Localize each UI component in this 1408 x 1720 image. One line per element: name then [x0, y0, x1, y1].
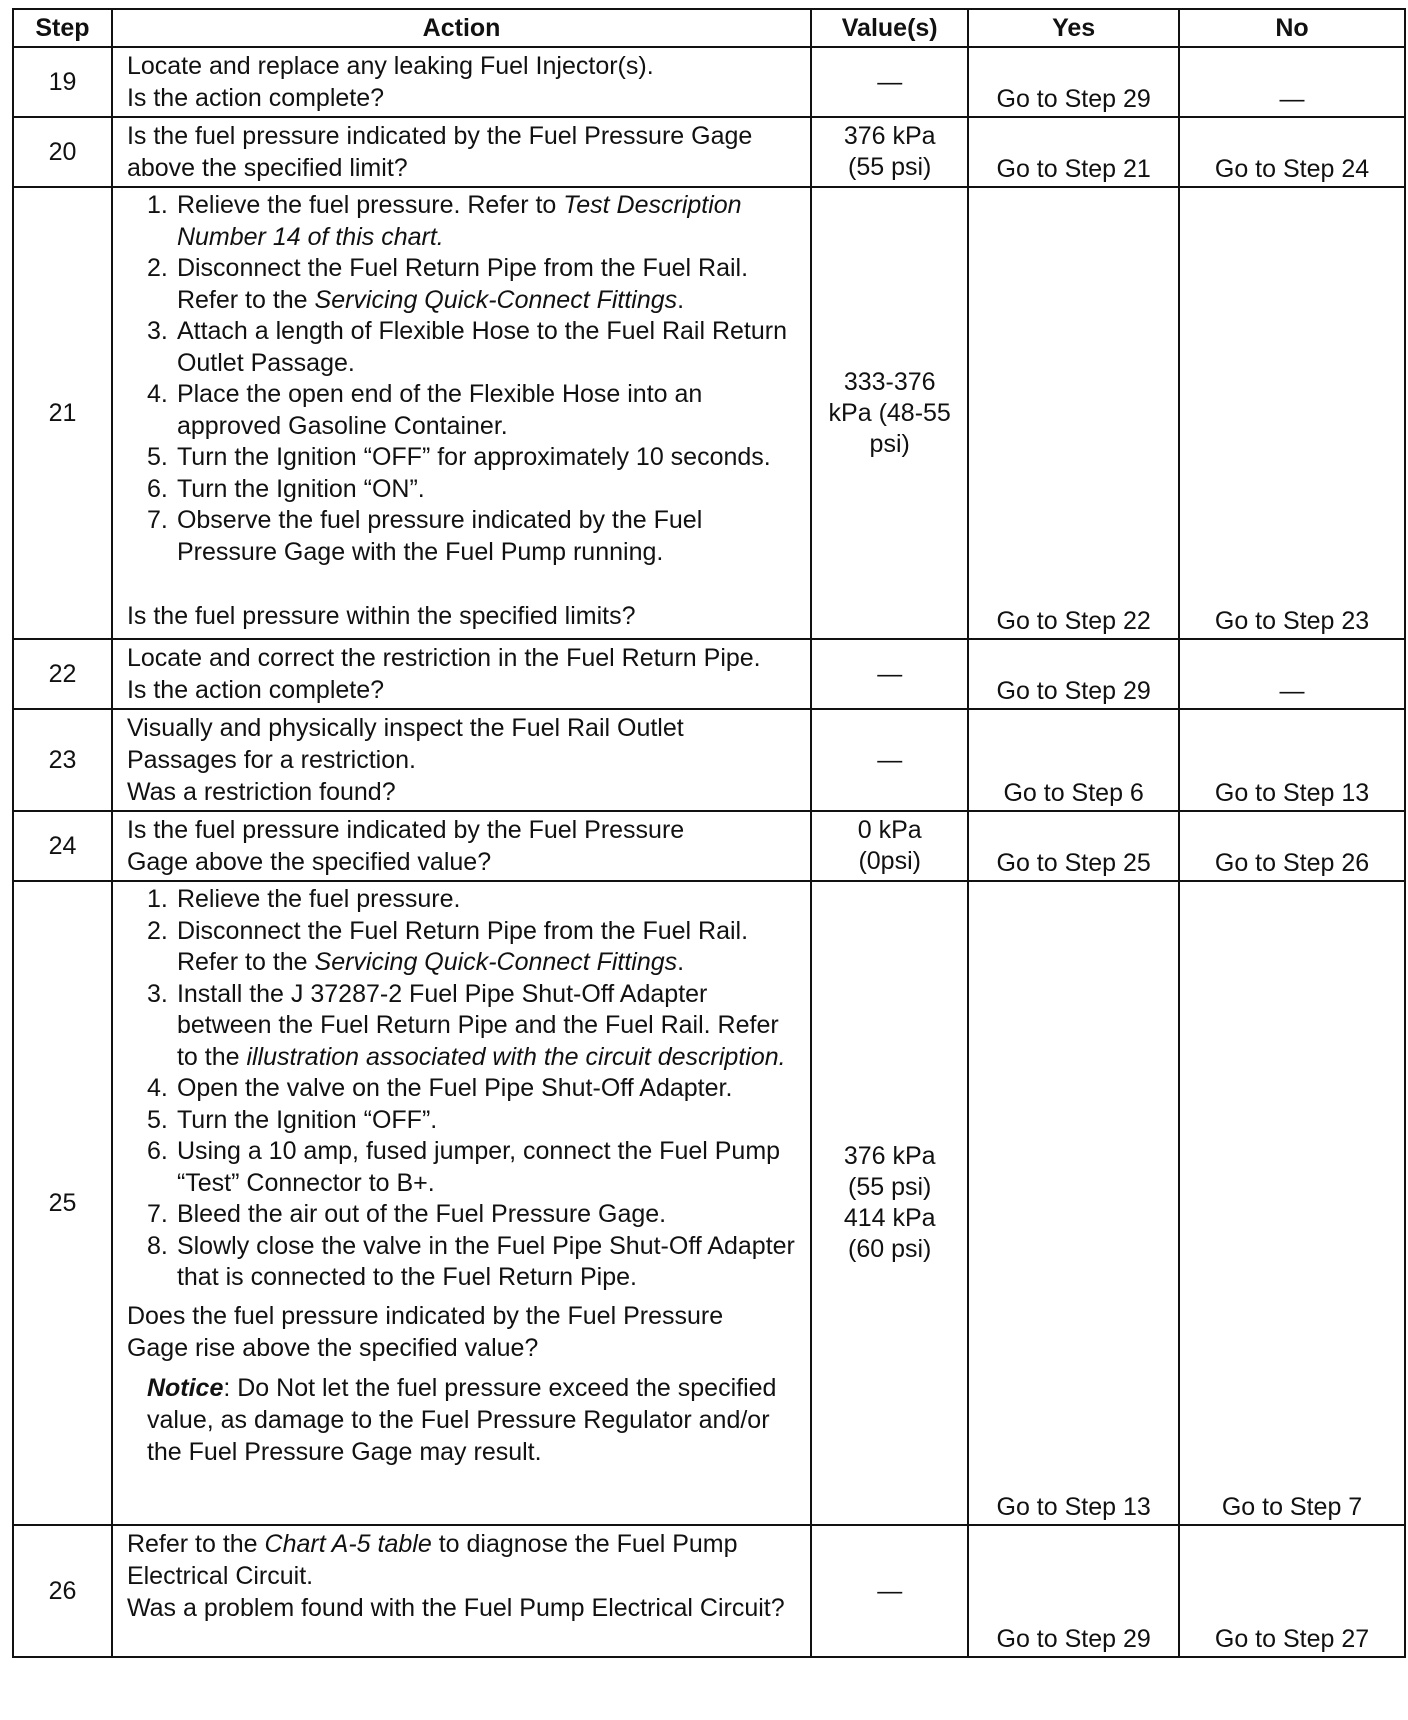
procedure-item: 5. Turn the Ignition “OFF”.: [146, 1105, 438, 1134]
yes-cell: Go to Step 21: [968, 117, 1179, 187]
value-line: kPa (48-55: [828, 398, 951, 427]
action-text: Refer to the Chart A-5 table to diagnose the Fuel Pump Electrical Circuit.: [126, 1530, 738, 1590]
step-number: 21: [13, 187, 112, 639]
table-row: [13, 1525, 1405, 1657]
value-cell: [811, 187, 968, 639]
yes-cell: Go to Step 25: [968, 811, 1179, 881]
yes-cell: Go to Step 29: [968, 1525, 1179, 1657]
action-cell: [112, 187, 811, 639]
yes-cell: Go to Step 6: [968, 709, 1179, 811]
value-line: 376 kPa: [843, 1142, 936, 1170]
no-cell: Go to Step 26: [1179, 811, 1405, 881]
header-yes: Yes: [968, 9, 1179, 47]
value-cell: —: [811, 47, 968, 117]
table-row: [13, 639, 1405, 709]
value-cell: —: [811, 1525, 968, 1657]
value-line: psi): [869, 429, 910, 458]
table-row: [13, 117, 1405, 187]
header-step: Step: [13, 9, 112, 47]
table-row: [13, 881, 1405, 1525]
value-line: (60 psi): [848, 1235, 932, 1263]
procedure-item: 5. Turn the Ignition “OFF” for approximately 10 seconds.: [146, 443, 771, 471]
procedure-item: 2. Disconnect the Fuel Return Pipe from the Fuel Rail. Refer to the Servicing Quick-Connect Fittings.: [146, 916, 749, 976]
value-line: 376 kPa: [843, 122, 936, 150]
value-cell: [811, 881, 968, 1525]
value-line: 414 kPa: [843, 1204, 936, 1232]
procedure-item: 7. Bleed the air out of the Fuel Pressure Gage.: [146, 1200, 667, 1228]
header-values: Value(s): [811, 9, 968, 47]
diagnostic-table: [12, 8, 1406, 1658]
action-line: Passages for a restriction.: [126, 746, 416, 774]
value-cell: [811, 811, 968, 881]
yes-cell: Go to Step 13: [968, 881, 1179, 1525]
header-action: Action: [112, 9, 811, 47]
no-cell: Go to Step 13: [1179, 709, 1405, 811]
action-cell: [112, 881, 811, 1525]
no-cell: —: [1179, 639, 1405, 709]
step-number: 19: [13, 47, 112, 117]
procedure-item: 4. Place the open end of the Flexible Hose into an approved Gasoline Container.: [146, 380, 703, 440]
value-line: (55 psi): [848, 153, 932, 181]
table-row: [13, 709, 1405, 811]
action-line: Is the action complete?: [126, 676, 385, 704]
step-number: 26: [13, 1525, 112, 1657]
procedure-list: [127, 884, 796, 1294]
no-cell: —: [1179, 47, 1405, 117]
procedure-item: 1. Relieve the fuel pressure.: [146, 885, 461, 913]
action-line: Is the action complete?: [126, 84, 385, 112]
header-no: No: [1179, 9, 1405, 47]
procedure-item: 4. Open the valve on the Fuel Pipe Shut-Off Adapter.: [146, 1074, 733, 1102]
table-row: [13, 811, 1405, 881]
value-cell: —: [811, 709, 968, 811]
action-line: Locate and correct the restriction in the Fuel Return Pipe.: [126, 644, 761, 672]
yes-cell: Go to Step 29: [968, 47, 1179, 117]
step-number: 20: [13, 117, 112, 187]
table-row: [13, 187, 1405, 639]
action-cell: [112, 709, 811, 811]
no-cell: Go to Step 7: [1179, 881, 1405, 1525]
value-line: (0psi): [858, 847, 921, 875]
action-line: Visually and physically inspect the Fuel Rail Outlet: [126, 714, 684, 742]
step-number: 22: [13, 639, 112, 709]
question-text: Was a problem found with the Fuel Pump Electrical Circuit?: [126, 1594, 785, 1622]
action-line: Locate and replace any leaking Fuel Injector(s).: [126, 52, 654, 80]
step-number: 23: [13, 709, 112, 811]
yes-cell: Go to Step 29: [968, 639, 1179, 709]
notice-text: [127, 1372, 796, 1468]
procedure-item: 6. Turn the Ignition “ON”.: [146, 474, 425, 503]
step-number: 25: [13, 881, 112, 1525]
no-cell: Go to Step 24: [1179, 117, 1405, 187]
step-number: 24: [13, 811, 112, 881]
action-line: Was a restriction found?: [126, 778, 396, 806]
action-line: Is the fuel pressure indicated by the Fuel Pressure: [126, 816, 685, 844]
no-cell: Go to Step 23: [1179, 187, 1405, 639]
question-text: Does the fuel pressure indicated by the Fuel Pressure Gage rise above the specified value?: [126, 1301, 724, 1362]
action-cell: [112, 47, 811, 117]
yes-cell: Go to Step 22: [968, 187, 1179, 639]
procedure-item: 8. Slowly close the valve in the Fuel Pipe Shut-Off Adapter that is connected to the Fuel Return Pipe.: [146, 1231, 795, 1291]
value-cell: —: [811, 639, 968, 709]
procedure-item: 1. Relieve the fuel pressure. Refer to Test Description Number 14 of this chart.: [146, 191, 742, 251]
procedure-item: 2. Disconnect the Fuel Return Pipe from the Fuel Rail. Refer to the Servicing Quick-Connect Fittings.: [146, 254, 749, 314]
value-line: 0 kPa: [857, 816, 922, 844]
action-line: above the specified limit?: [126, 154, 408, 182]
value-line: (55 psi): [848, 1173, 932, 1201]
action-line: Gage above the specified value?: [126, 848, 492, 876]
action-cell: [112, 1525, 811, 1657]
header-row: [13, 9, 1405, 47]
value-cell: [811, 117, 968, 187]
notice-body: : Do Not let the fuel pressure exceed the specified value, as damage to the Fuel Pressure Regulator and/or the Fuel Pressure Gage may result.: [146, 1373, 777, 1466]
no-cell: Go to Step 27: [1179, 1525, 1405, 1657]
procedure-item: 3. Install the J 37287-2 Fuel Pipe Shut-Off Adapter between the Fuel Return Pipe and the Fuel Rail. Refer to the illustration associated with the circuit description.: [146, 979, 786, 1071]
table-row: [13, 47, 1405, 117]
question-text: Is the fuel pressure within the specified limits?: [126, 602, 636, 630]
procedure-item: 3. Attach a length of Flexible Hose to the Fuel Rail Return Outlet Passage.: [146, 317, 787, 377]
action-cell: [112, 811, 811, 881]
procedure-list: [127, 190, 796, 568]
action-cell: [112, 117, 811, 187]
action-cell: [112, 639, 811, 709]
notice-label: Notice: [146, 1373, 224, 1402]
action-line: Is the fuel pressure indicated by the Fuel Pressure Gage: [126, 122, 753, 150]
procedure-item: 7. Observe the fuel pressure indicated by the Fuel Pressure Gage with the Fuel Pump running.: [146, 506, 703, 566]
procedure-item: 6. Using a 10 amp, fused jumper, connect the Fuel Pump “Test” Connector to B+.: [146, 1137, 781, 1197]
value-line: 333-376: [843, 367, 936, 396]
